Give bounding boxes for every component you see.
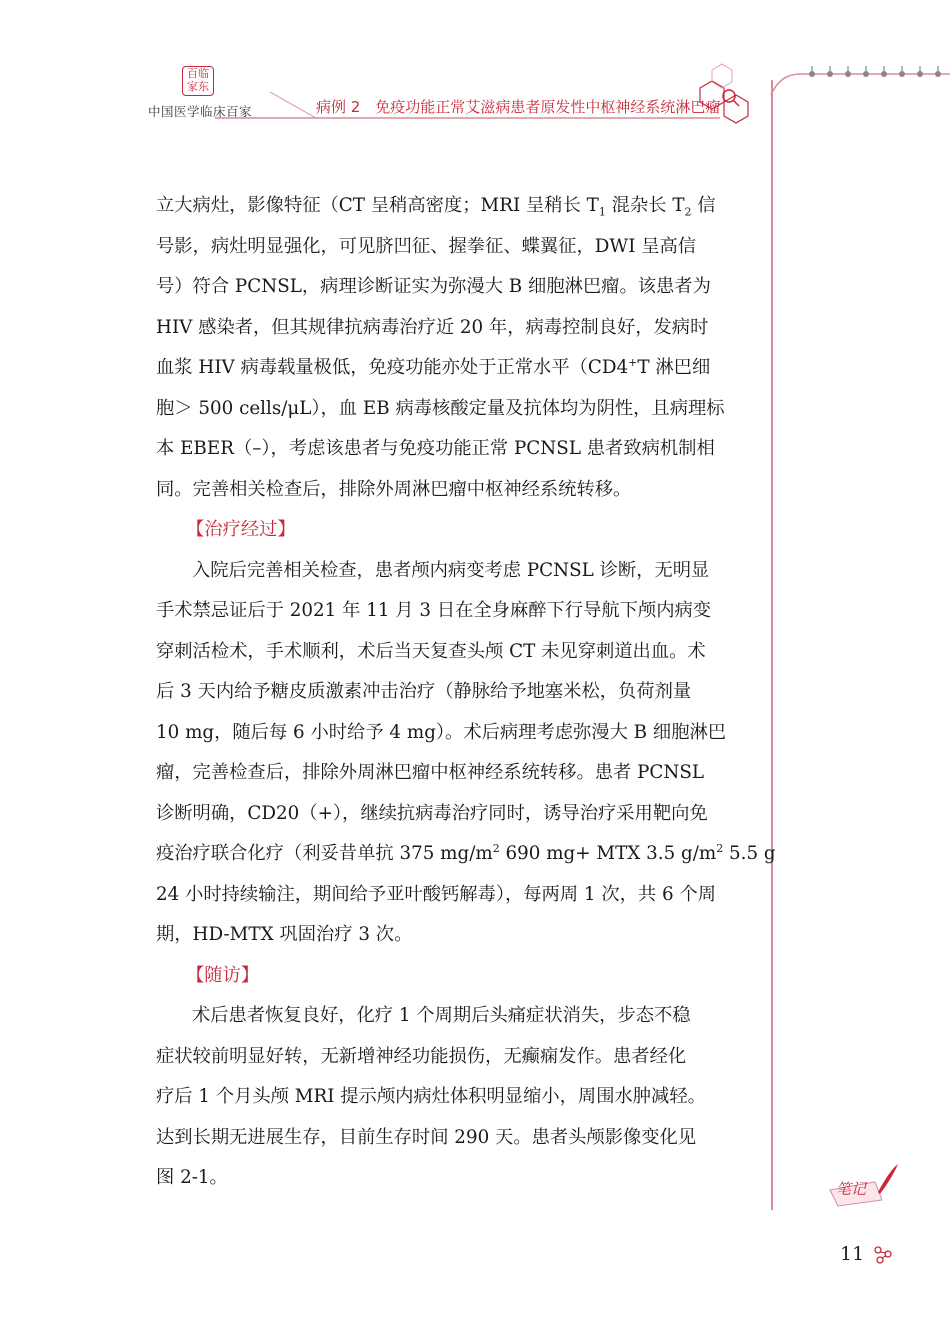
text-line: 同。完善相关检查后，排除外周淋巴瘤中枢神经系统转移。 — [156, 478, 632, 500]
text-line: 胞＞ 500 cells/μL），血 EB 病毒核酸定量及抗体均为阴性，且病理标 — [156, 397, 725, 419]
text-line: 图 2-1。 — [156, 1167, 228, 1188]
margin-line — [771, 80, 773, 1210]
page-number: 11 — [840, 1243, 894, 1265]
text-line: 术后患者恢复良好，化疗 1 个周期后头痛症状消失，步态不稳 — [192, 1005, 691, 1026]
section-heading-followup: 【随访】 — [186, 964, 260, 986]
text-line: 疫治疗联合化疗（利妥昔单抗 375 $mg/m^2$ 690 mg+ MTX 3.5 $g/m^2$ 5.5 g — [156, 841, 776, 864]
series-name: 中国医学临床百家 — [148, 104, 253, 119]
text-line: 诊断明确，CD20（+），继续抗病毒治疗同时，诱导治疗采用靶向免 — [156, 802, 708, 824]
text-line: 号）符合 PCNSL，病理诊断证实为弥漫大 B 细胞淋巴瘤。该患者为 — [156, 276, 711, 297]
text-line: 症状较前明显好转，无新增神经功能损伤，无癫痫发作。患者经化 — [156, 1045, 687, 1067]
text-line: 后 3 天内给予糖皮质激素冲击治疗（静脉给予地塞米松，负荷剂量 — [156, 681, 692, 702]
chapter-title: 病例 2 免疫功能正常艾滋病患者原发性中枢神经系统淋巴瘤 — [316, 98, 721, 116]
text-line: 血浆 HIV 病毒载量极低，免疫功能亦处于正常水平（CD4+T 淋巴细 — [156, 355, 711, 378]
text-line: 手术禁忌证后于 2021 年 11 月 3 日在全身麻醉下行导航下颅内病变 — [156, 600, 712, 621]
text-line: 10 mg，随后每 6 小时给予 4 mg）。术后病理考虑弥漫大 B 细胞淋巴 — [156, 721, 727, 743]
text-line: 入院后完善相关检查，患者颅内病变考虑 PCNSL 诊断，无明显 — [192, 559, 710, 581]
text-line: 本 EBER（–），考虑该患者与免疫功能正常 PCNSL 患者致病机制相 — [156, 438, 715, 459]
text-line: 达到长期无进展生存，目前生存时间 290 天。患者头颅影像变化见 — [156, 1126, 697, 1148]
text-line: 号影，病灶明显强化，可见脐凹征、握拳征、蝶翼征，DWI 呈高信 — [156, 235, 697, 257]
text-line: 瘤，完善检查后，排除外周淋巴瘤中枢神经系统转移。患者 PCNSL — [156, 762, 705, 783]
publisher-logo: 百临家东 — [182, 66, 214, 96]
text-line: 立大病灶，影像特征（CT 呈稍高密度；MRI 呈稍长 $T_1$ 混杂长 $T_2$ 信 — [156, 195, 716, 219]
section-heading-treatment: 【治疗经过】 — [186, 519, 296, 540]
text-line: 期，HD-MTX 巩固治疗 3 次。 — [156, 924, 413, 945]
header-decoration — [0, 0, 950, 140]
text-line: 24 小时持续输注，期间给予亚叶酸钙解毒），每两周 1 次，共 6 个周 — [156, 883, 717, 905]
text-line: 疗后 1 个月头颅 MRI 提示颅内病灶体积明显缩小，周围水肿减轻。 — [156, 1086, 706, 1107]
notes-label: 笔记 — [836, 1180, 867, 1198]
main-text — [156, 186, 776, 1199]
text-line: 穿刺活检术，手术顺利，术后当天复查头颅 CT 未见穿刺道出血。术 — [156, 640, 706, 662]
notes-badge — [820, 1160, 900, 1210]
molecule-icon — [874, 1246, 894, 1264]
text-line: HIV 感染者，但其规律抗病毒治疗近 20 年，病毒控制良好，发病时 — [156, 316, 709, 338]
